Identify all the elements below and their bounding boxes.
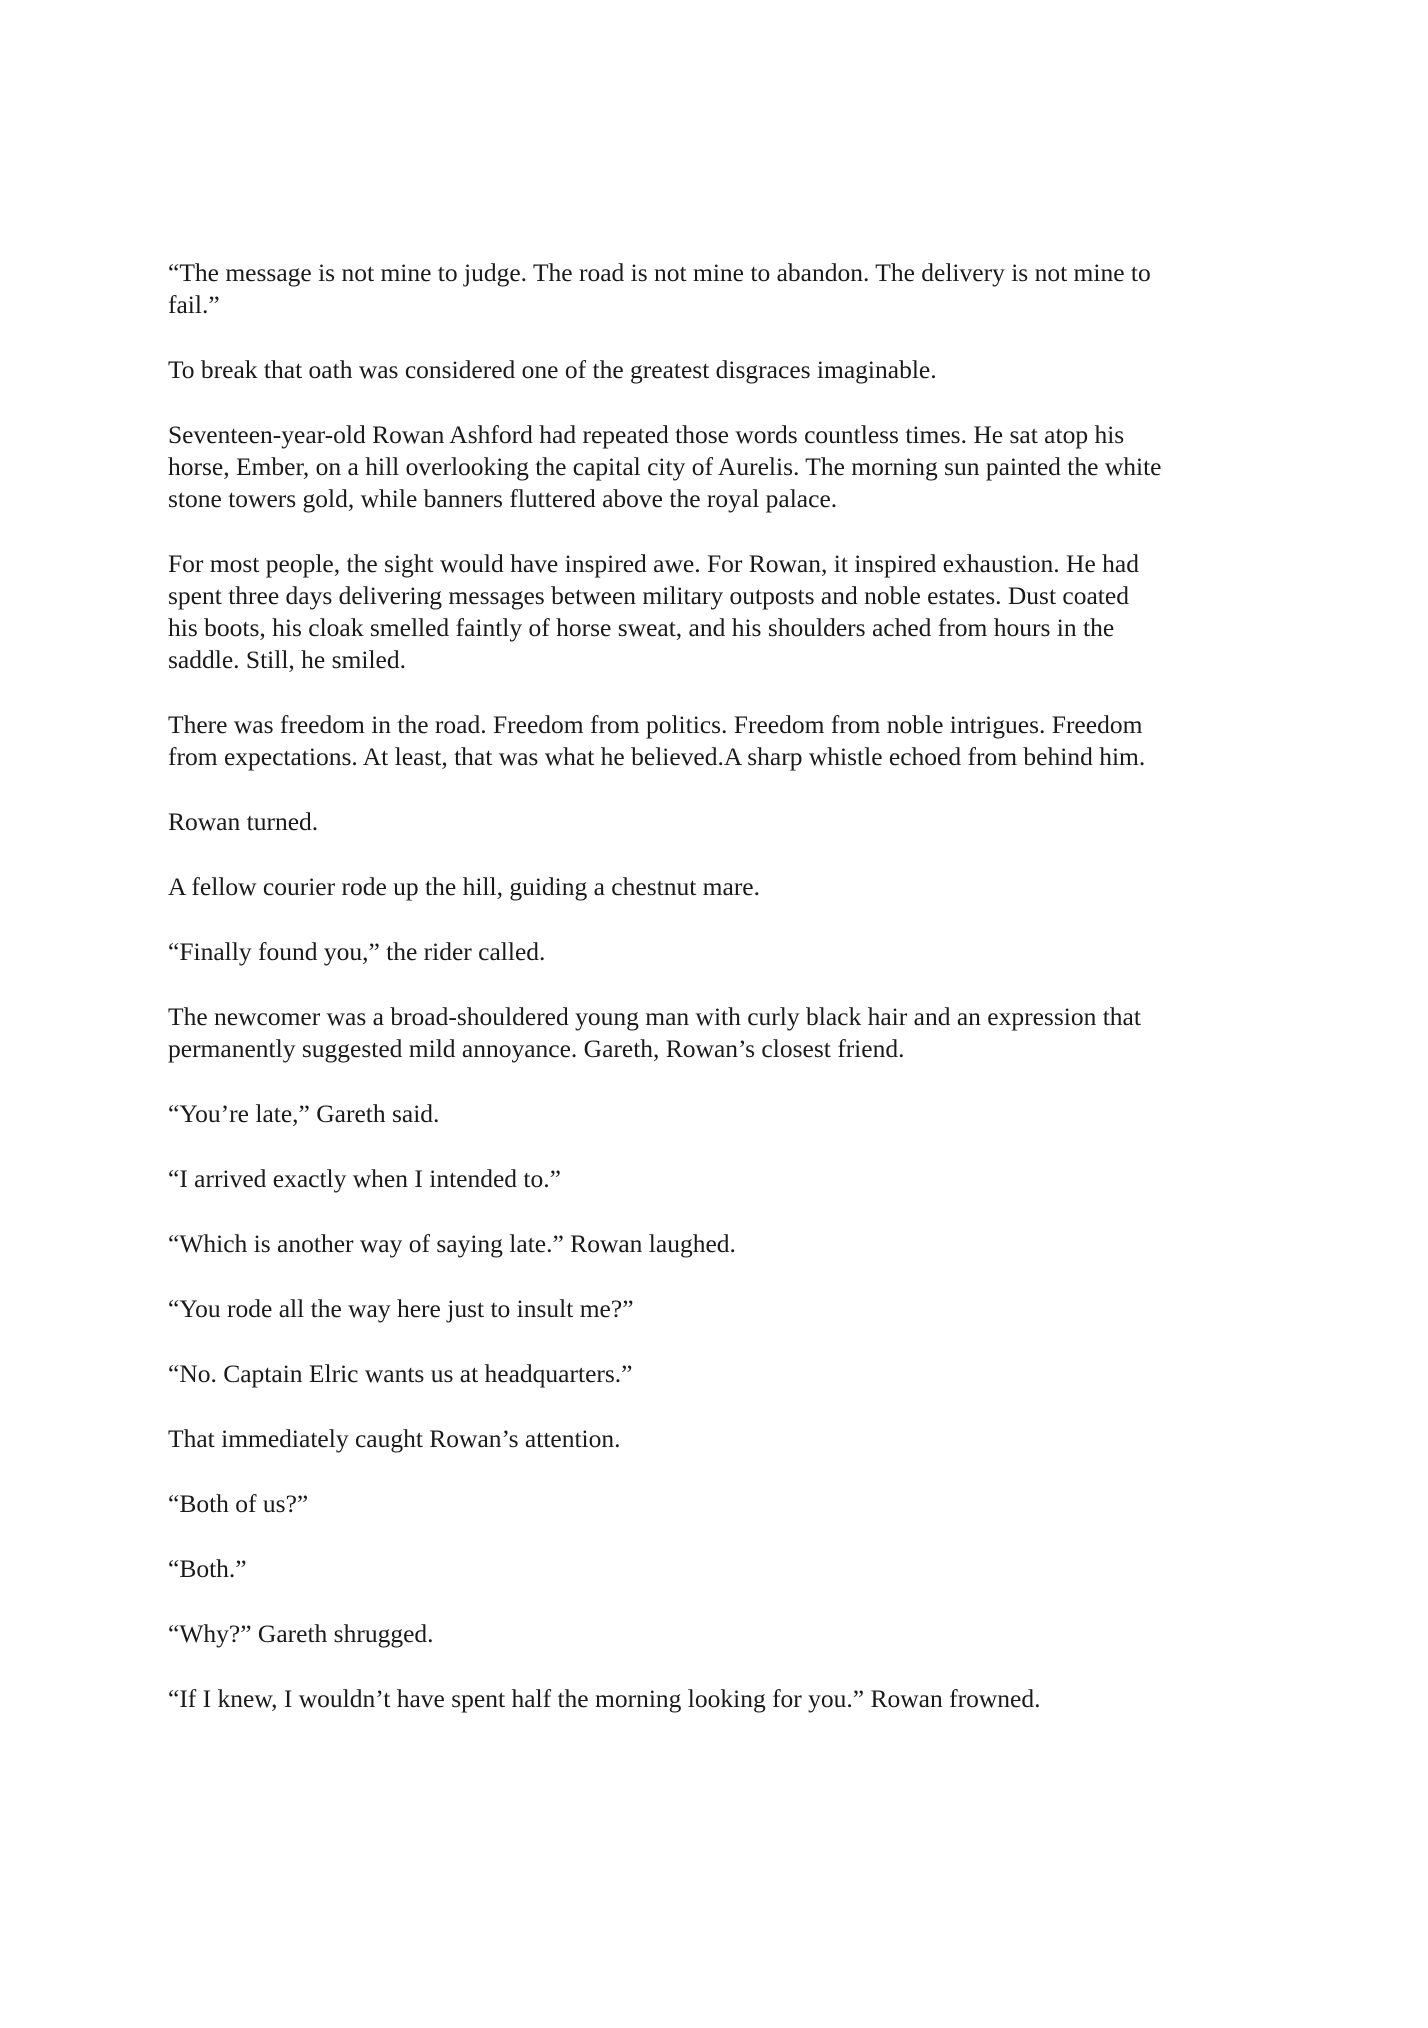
text-line: There was freedom in the road. Freedom from politics. Freedom from noble intrigues. Freedom bbox=[168, 710, 1143, 739]
paragraph bbox=[168, 1163, 1268, 1195]
text-line: his boots, his cloak smelled faintly of horse sweat, and his shoulders ached from hours in the bbox=[168, 613, 1115, 642]
text-line: For most people, the sight would have inspired awe. For Rowan, it inspired exhaustion. He had bbox=[168, 549, 1139, 578]
text-line: “No. Captain Elric wants us at headquarters.” bbox=[168, 1359, 633, 1388]
paragraph bbox=[168, 1553, 1268, 1585]
text-line: “Both of us?” bbox=[168, 1489, 309, 1518]
text-line: “Which is another way of saying late.” Rowan laughed. bbox=[168, 1229, 736, 1258]
paragraph bbox=[168, 257, 1268, 321]
text-line: from expectations. At least, that was what he believed.A sharp whistle echoed from behind him. bbox=[168, 742, 1146, 771]
text-line: “Finally found you,” the rider called. bbox=[168, 937, 546, 966]
text-line: stone towers gold, while banners fluttered above the royal palace. bbox=[168, 484, 838, 513]
text-line: Seventeen-year-old Rowan Ashford had repeated those words countless times. He sat atop his bbox=[168, 420, 1125, 449]
text-line: To break that oath was considered one of the greatest disgraces imaginable. bbox=[168, 355, 937, 384]
paragraph bbox=[168, 1293, 1268, 1325]
text-line: “I arrived exactly when I intended to.” bbox=[168, 1164, 561, 1193]
text-line: That immediately caught Rowan’s attention. bbox=[168, 1424, 621, 1453]
paragraph bbox=[168, 1683, 1268, 1715]
text-line: saddle. Still, he smiled. bbox=[168, 645, 406, 674]
paragraph bbox=[168, 1358, 1268, 1390]
document-body bbox=[168, 257, 1268, 1748]
paragraph bbox=[168, 1618, 1268, 1650]
text-line: “Both.” bbox=[168, 1554, 247, 1583]
paragraph bbox=[168, 709, 1268, 773]
text-line: The newcomer was a broad-shouldered young man with curly black hair and an expression that bbox=[168, 1002, 1141, 1031]
paragraph bbox=[168, 871, 1268, 903]
text-line: A fellow courier rode up the hill, guiding a chestnut mare. bbox=[168, 872, 761, 901]
text-line: permanently suggested mild annoyance. Gareth, Rowan’s closest friend. bbox=[168, 1034, 905, 1063]
text-line: fail.” bbox=[168, 290, 220, 319]
paragraph bbox=[168, 806, 1268, 838]
text-line: “The message is not mine to judge. The road is not mine to abandon. The delivery is not mine to bbox=[168, 258, 1151, 287]
paragraph bbox=[168, 1423, 1268, 1455]
paragraph bbox=[168, 936, 1268, 968]
text-line: “If I knew, I wouldn’t have spent half the morning looking for you.” Rowan frowned. bbox=[168, 1684, 1041, 1713]
text-line: “You’re late,” Gareth said. bbox=[168, 1099, 440, 1128]
paragraph bbox=[168, 1001, 1268, 1065]
paragraph bbox=[168, 1098, 1268, 1130]
text-line: “You rode all the way here just to insult me?” bbox=[168, 1294, 634, 1323]
paragraph bbox=[168, 354, 1268, 386]
text-line: horse, Ember, on a hill overlooking the capital city of Aurelis. The morning sun painted the white bbox=[168, 452, 1162, 481]
paragraph bbox=[168, 1488, 1268, 1520]
paragraph bbox=[168, 419, 1268, 515]
text-line: “Why?” Gareth shrugged. bbox=[168, 1619, 434, 1648]
paragraph bbox=[168, 548, 1268, 676]
text-line: spent three days delivering messages between military outposts and noble estates. Dust coated bbox=[168, 581, 1129, 610]
text-line: Rowan turned. bbox=[168, 807, 319, 836]
paragraph bbox=[168, 1228, 1268, 1260]
